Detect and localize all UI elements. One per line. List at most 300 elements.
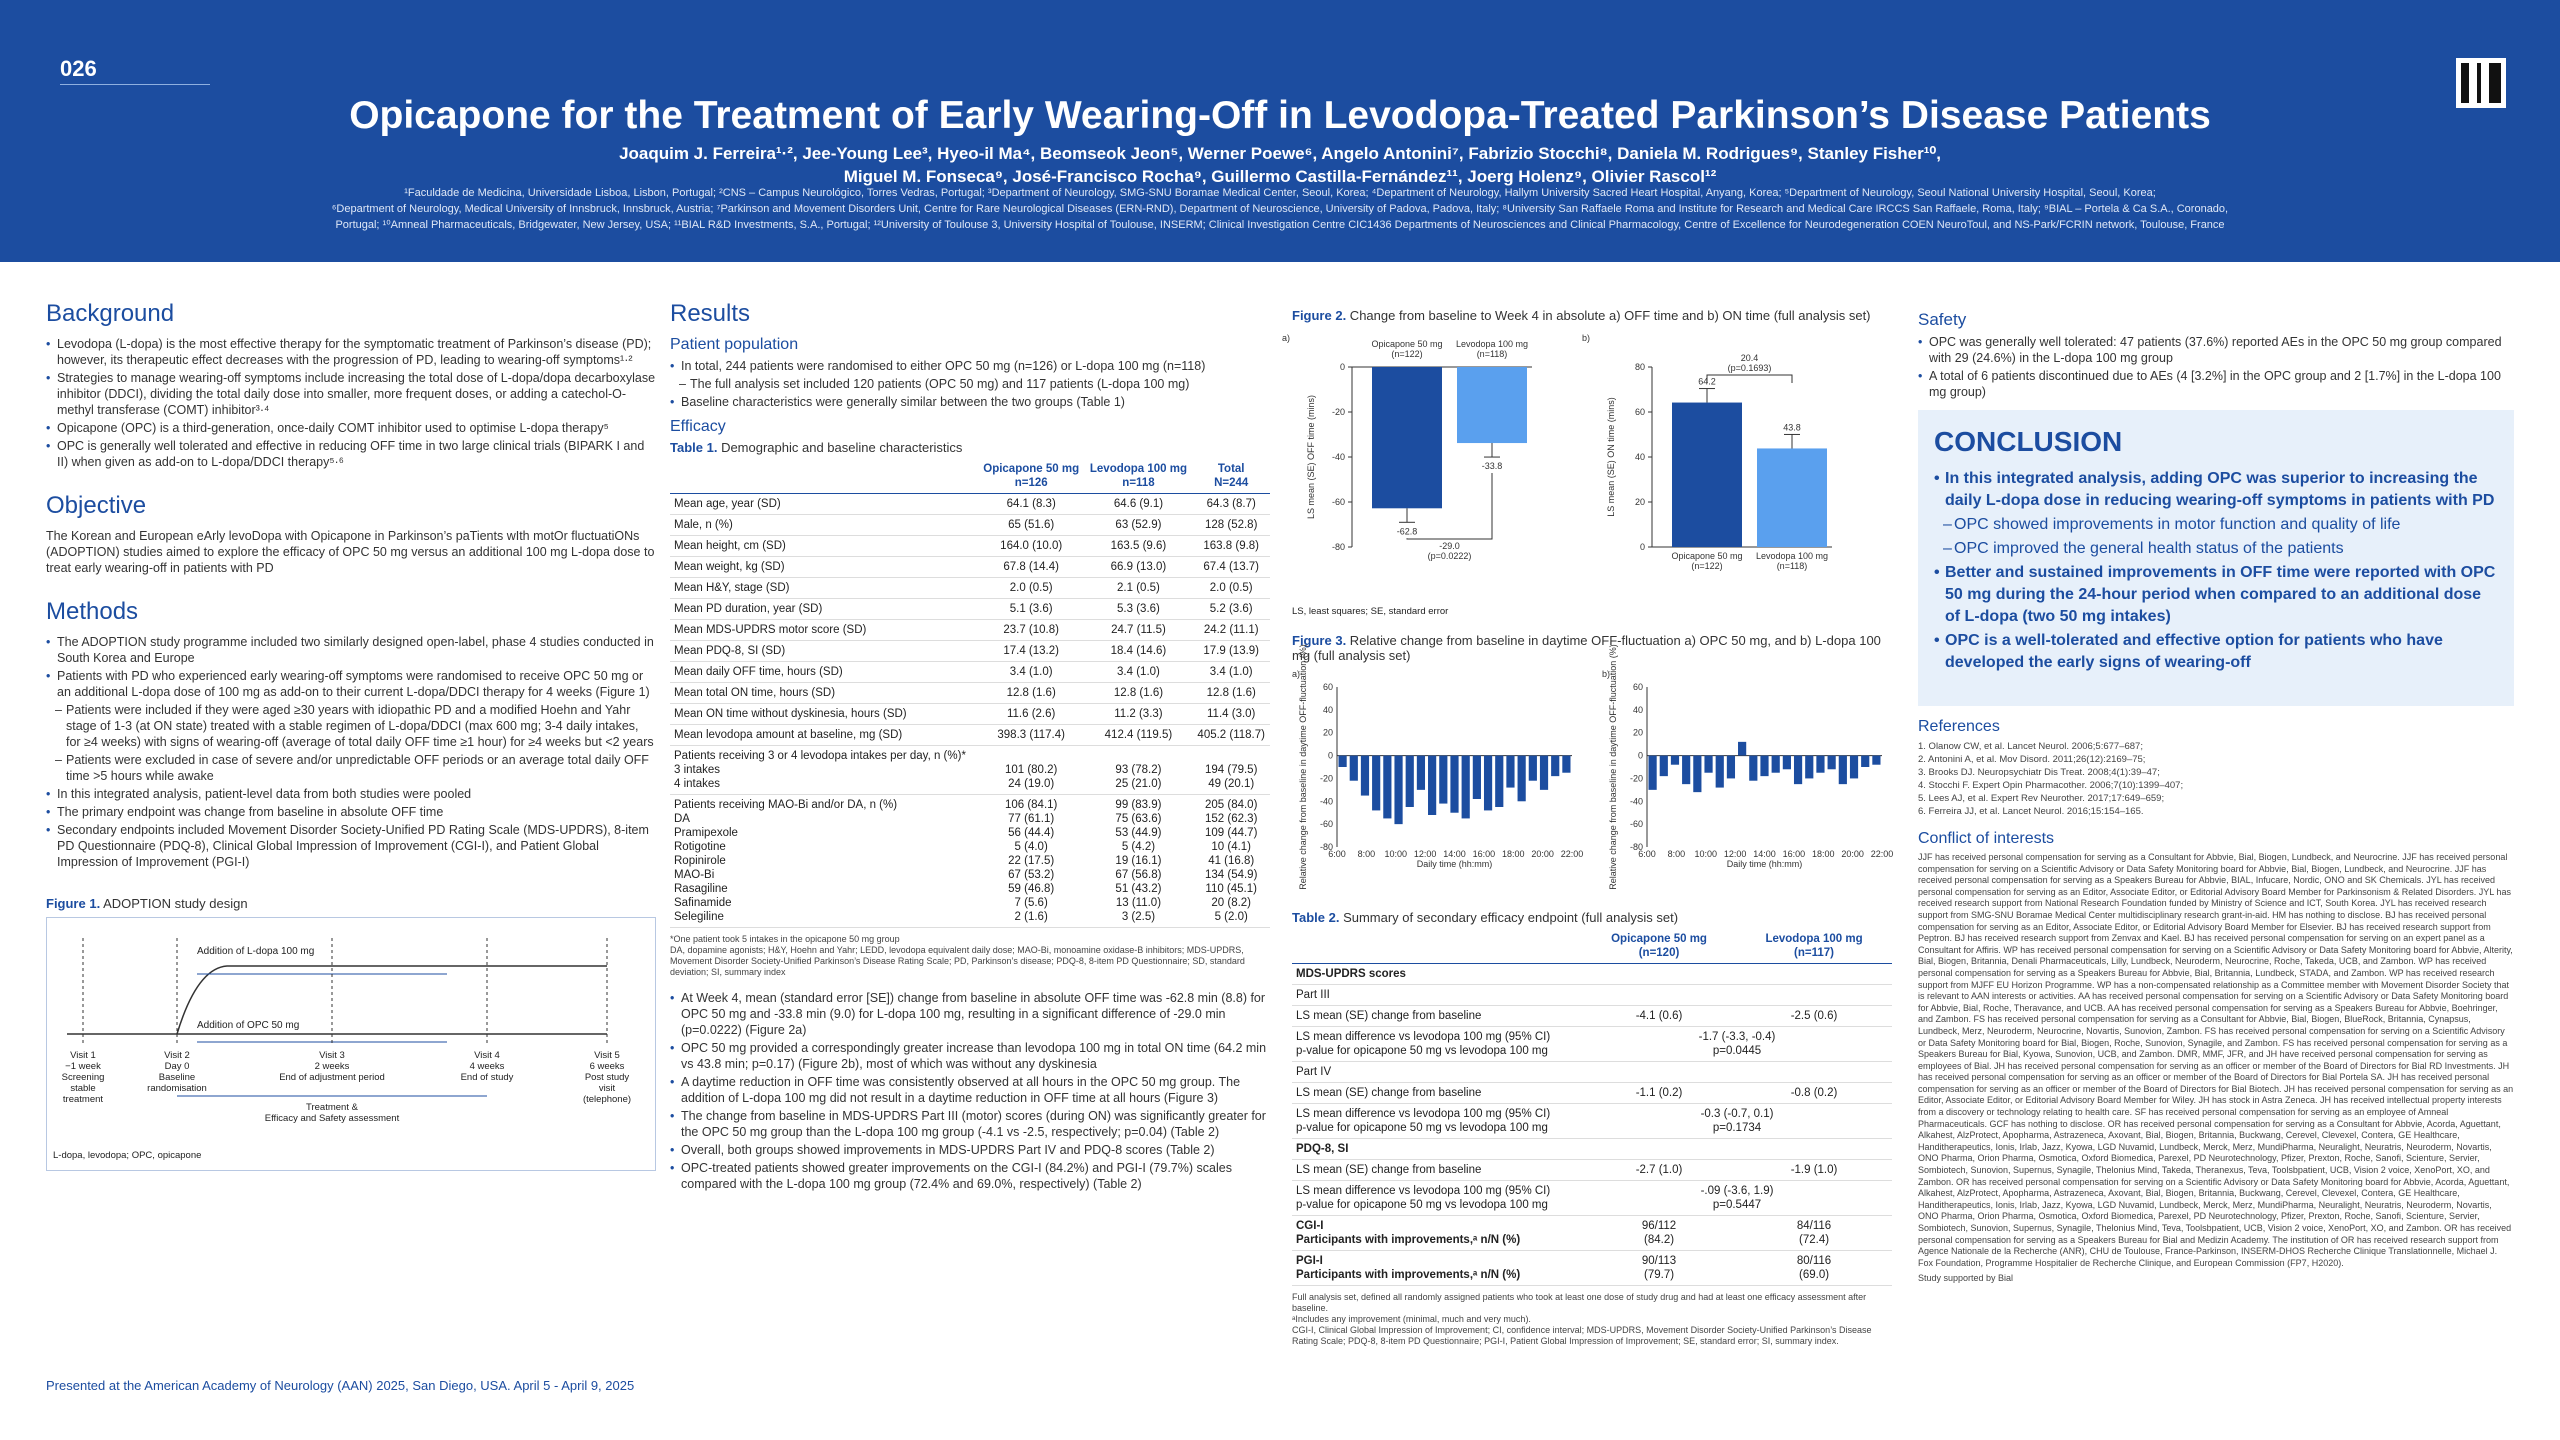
x-tick-label: 10:00 (1384, 849, 1408, 859)
table-cell: Part IV (1292, 1062, 1582, 1083)
coi-text: JJF has received personal compensation for serving as a Consultant for Abbvie, Bial, Biogen, Lundbeck, and Neurocrine. JJF has received personal compensation for serving on a Scientific Advisory or Data Safety Monitoring board for Abbvie, Bial, Biogen, Lundbeck, and Neurocrine. JJF has received personal compensation for serving as a Speakers Bureau for Abbvie, BIAL, Infucare, Nordic, ONO and SK Chemicals. JYL has received personal compensation for serving as an Editor, Associate Editor, or Editorial Advisory Board Member for Parkinsonism & Related Disorders. JYL has received research support from National Research Foundation funded by Ministry of Science and ICT, South Korea. JYL has received research support from SMG-SNU Boramae Medical Center multidisciplinary research grant-in-aid. HM has nothing to disclose. BJ has received personal compensation for serving as an Editor, Associate Editor, or Editorial Advisory Board Member for Elsevier. BJ has received research support from Peptron. BJ has received research support from Zenvax and Kael. BJ has received personal compensation for serving on an expert panel as a Consultant for Affiris. WP has received personal compensation for serving on a Scientific Advisory or Data Safety Monitoring board for Abbvie, Alterity, Bial, Biogen, Britannia, Denali Pharmaceuticals, Lilly, Lundbeck, Neuroderm, Neurocrine, Roche, Takeda, UCB, and Zambon. WP has received personal compensation for serving as a Speakers Bureau for Abbvie, Bial, Britannia, Lundbeck, STADA, and Zambon. WP has received research support from MJFF EU Horizon Programme. WP has a non-compensated relationship as a Committee member with Movement Disorder Society that is relevant to AAN interests or activities. AA has received personal compensation for serving on a Scientific Advisory or Data Safety Monitoring board for Abbvie, Bial, Roche, Theravance, and UCB. AA has received personal compensation for serving as a Speakers Bureau for Abbvie, Boehringer, and Zambon. FS has received personal compensation for serving as a Consultant for Abbvie, Bial, Biogen, BlueRock, Britannia, Cynapsus, Lundbeck, Merz, Neuroderm, Neurocrine, Novartis, Sunovion, Zambon. FS has received personal compensation for serving on a Scientific Advisory or Data Safety Monitoring board for Bial, Biogen, Roche, Sunovion, Synagile, and Zambon. FS has received personal compensation for serving as a Speakers Bureau for Bial, Kyowa, Sunovion, UCB, and Zambon. DMR, MMF, JFR, and JH have received personal compensation for serving as employees of Bial. JH has received personal compensation for serving as an officer or member of the Board of Directors for Bial RD Investments. JH has received personal compensation for serving as an officer or member of the Board of Directors for Bial Portela SA. JH has received personal compensation for serving as an officer or member of the Board of Directors for Bial Biotech. JH has received personal compensation for serving as an Editor, Associate Editor, or Editorial Advisory Board Member for Wiley. JH has stock in Astra Zeneca. JH has received intellectual property interests from a discovery or technology relating to health care. SF has received personal compensation for serving as an employee of Amneal Pharmaceuticals. GCF has nothing to disclose. OR has received personal compensation for serving as a Consultant for Abbvie, Acorda, Aguettant, Alkahest, AlzProtect, Apopharma, Astrazeneca, Axovant, Bial, Biogen, Britannia, Buckwang, Cerevel, Clevexel, Contera, GE Healthcare, Handitherapeutics, Ionis, Irlab, Jazz, Kyowa, LGD Nuvamid, Lundbeck, Merck, Merz, MundiPharma, Neuralight, Neuratris, Neuroderm, Novartis, ONO Pharma, Orion Pharma, Osmotica, Oxford Biomedica, Parexel, PD Neurotechnology, Pfizer, Prexton, Roche, Sanofi, Scienture, Servier, Sombiotech, Sunovion, Supernus, Synagile, Thelonius Mind, Takeda, Theranexus, Teva, Toolsbpatient, UCB, Vision 2 voice, XenoPort, XO, and Zambon. OR has received personal compensation for serving on a Scientific Advisory or Data Safety Monitoring board for Abbvie, Acorda, Aguettant, Alkahest, AlzProtect, Apopharma, Astrazeneca, Axovant, Bial, Biogen, Britannia, Buckwang, Cerevel, Clevexel, Contera, GE Healthcare, Handitherapeutics, Ionis, Irlab, Jazz, Kyowa, LGD Nuvamid, Lundbeck, Merck, Merz, MundiPharma, Neuralight, Neuratris, Neuroderm, Novartis, ONO Pharma, Orion Pharma, Osmotica, Oxford Biomedica, Parexel, PD Neurotechnology, Pfizer, Prexton, Roche, Sanofi, Scienture, Servier, Sombiotech, Sunovion, Supernus, Synagile, Thelonius Mind, Teva, Toolsbpatient, UCB, Vision 2 voice, XenoPort, XO, and Zambon. OR has received personal compensation for serving as a Speakers Bureau for Bial and Medizin Academy. The institution of OR has received research support from Agence Nationale de la Recherche (ANR), CHU de Toulouse, France-Parkinson, INSERM-DHOS Recherche Clinique Translationnelle, Michael J. Fox Foundation, Programme Hospitalier de Recherche Clinique, and European Commission (FP7, H2020). (1918, 852, 2514, 1268)
figure-1-study-design (46, 917, 656, 1171)
data-label: -62.8 (1396, 526, 1418, 537)
table-row (1292, 1216, 1892, 1251)
methods-list (46, 634, 656, 870)
y-tick-label: -20 (1629, 773, 1643, 784)
table-cell: 11.2 (3.3) (1084, 704, 1192, 725)
bar (1772, 756, 1780, 773)
legend-label: (n=118) (1776, 561, 1808, 571)
bar (1861, 756, 1869, 767)
table-row (1292, 1139, 1892, 1160)
x-axis-label: Daily time (hh:mm) (1416, 859, 1493, 869)
table-cell: 3.4 (1.0) (1192, 662, 1270, 683)
bar (1794, 756, 1802, 785)
panel-label: b) (1582, 333, 1591, 343)
legend-label: Opicapone 50 mg (1371, 339, 1443, 349)
table-cell: -4.1 (0.6) (1582, 1006, 1736, 1027)
y-tick-label: -80 (1319, 842, 1333, 852)
x-tick-label: 6:00 (1328, 849, 1346, 859)
safety-list (1918, 334, 2514, 400)
table-cell: -0.3 (-0.7, 0.1) p=0.1734 (1582, 1104, 1892, 1139)
table-row (670, 494, 1270, 515)
table-row (1292, 1160, 1892, 1181)
table-cell: Mean height, cm (SD) (670, 536, 978, 557)
visit-3: Visit 3 2 weeks End of adjustment period (279, 1050, 385, 1083)
table-row (670, 795, 1270, 928)
bar (1350, 756, 1358, 781)
list-item: • Opicapone (OPC) is a third-generation, once-daily COMT inhibitor used to optimise L-dopa therapy⁵ (46, 420, 656, 436)
list-item: • OPC 50 mg provided a correspondingly greater increase than levodopa 100 mg in total ON time (64.2 min vs 43.8 min; p=0.17) (Figure 2b), most of which was without any dyskinesia (670, 1040, 1270, 1072)
results-heading: Results (670, 300, 751, 327)
table-cell: 3.4 (1.0) (978, 662, 1085, 683)
reference-item: 4. Stocchi F. Expert Opin Pharmacother. 2006;7(10):1399–407; (1918, 780, 2184, 791)
list-item: • Secondary endpoints included Movement Disorder Society-Unified PD Rating Scale (MDS-UPDRS), 8-item PD Questionnaire (PDQ-8), Clinical Global Impression of Improvement (CGI-I), and Patient Global Impression of Improvement (PGI-I) (46, 822, 656, 870)
bar (1450, 756, 1458, 813)
column-header (670, 459, 978, 494)
bar (1839, 756, 1847, 785)
table-row (670, 704, 1270, 725)
table-cell: 5.1 (3.6) (978, 599, 1085, 620)
table-1 (670, 459, 1270, 928)
x-tick-label: 6:00 (1638, 849, 1656, 859)
bar (1428, 756, 1436, 815)
list-item: • OPC is a well-tolerated and effective option for patients who have developed the early signs of wearing-off (1934, 630, 2498, 674)
table-cell: MDS-UPDRS scores (1292, 964, 1582, 985)
affil-line-3: Portugal; ¹⁰Amneal Pharmaceuticals, Bridgewater, New Jersey, USA; ¹¹BIAL R&D Investments, S.A., Portugal; ¹²University of Toulouse 3, University Hospital of Toulouse, INSERM; Clinical Investigation Centre CIC1436 Departments of Neurosciences and Clinical Pharmacology, Centre of Excellence for Neurodegeneration COEN NeuroToul, and NS-Park/FCRIN network, Toulouse, France (335, 219, 2225, 231)
list-item: • Baseline characteristics were generally similar between the two groups (Table 1) (670, 394, 1270, 410)
table-cell: 12.8 (1.6) (1192, 683, 1270, 704)
list-item: • The change from baseline in MDS-UPDRS Part III (motor) scores (during ON) was significantly greater for the OPC 50 mg group than the L-dopa 100 mg group (-4.1 vs -2.5, respectively; p=0.04) (Table 2) (670, 1108, 1270, 1140)
table-1-footnote: *One patient took 5 intakes in the opicapone 50 mg group DA, dopamine agonists; H&Y, Hoehn and Yahr; LEDD, levodopa equivalent daily dose; MAO-Bi, monoamine oxidase-B inhibitors; MDS-UPDRS, Movement Disorder Society-Unified Parkinson’s Disease Rating Scale; PD, Parkinson’s disease; PDQ-8, 8-item PD Questionnaire; SD, standard deviation; SI, summary index (670, 934, 1245, 977)
figure-3-caption: Figure 3. Relative change from baseline in daytime OFF-fluctuation a) OPC 50 mg, and b) L-dopa 100 mg (full analysis set) (1292, 633, 1881, 663)
table-cell: -1.1 (0.2) (1582, 1083, 1736, 1104)
list-item: • A daytime reduction in OFF time was consistently observed at all hours in the OPC 50 mg group. The addition of L-dopa 100 mg did not result in a daytime reduction in OFF time at all hours (Figure 3) (670, 1074, 1270, 1106)
visit-2: Visit 2 Day 0 Baseline randomisation (147, 1050, 207, 1094)
table-cell: 163.8 (9.8) (1192, 536, 1270, 557)
list-item: • OPC is generally well tolerated and effective in reducing OFF time in two large clinical trials (BIPARK I and II) when given as add-on to L-dopa/DDCI therapy⁵·⁶ (46, 438, 656, 470)
table-row (1292, 1104, 1892, 1139)
x-tick-label: 22:00 (1870, 849, 1894, 859)
table-cell: 84/116 (72.4) (1736, 1216, 1892, 1251)
panel-label: b) (1602, 669, 1611, 679)
table-row (1292, 964, 1892, 985)
table-cell: 24.2 (11.1) (1192, 620, 1270, 641)
bar (1506, 756, 1514, 788)
table-header (1292, 929, 1892, 964)
affil-line-1: ¹Faculdade de Medicina, Universidade Lisboa, Lisbon, Portugal; ²CNS – Campus Neurológico, Torres Vedras, Portugal; ³Department of Neurology, SMG-SNU Boramae Medical Center, Seoul, Korea; ⁴Department of Neurology, Hallym University Sacred Heart Hospital, Anyang, Korea; ⁵Department of Neurology, Seoul National University Hospital, Seoul, Korea; (404, 187, 2156, 199)
table-cell (1736, 1139, 1892, 1160)
y-axis-label: LS mean (SE) ON time (mins) (1606, 397, 1616, 517)
table-cell: Mean weight, kg (SD) (670, 557, 978, 578)
table-cell: -2.5 (0.6) (1736, 1006, 1892, 1027)
y-tick-label: -40 (1319, 796, 1333, 807)
table-cell (1582, 985, 1736, 1006)
references-heading: References (1918, 718, 2000, 735)
bar (1439, 756, 1447, 804)
background-heading: Background (46, 300, 175, 327)
bar (1473, 756, 1481, 799)
list-item: • Patients with PD who experienced early wearing-off symptoms were randomised to receive OPC 50 mg or an additional L-dopa dose of 100 mg as add-on to their current L-dopa/DDCI therapy for 4 weeks (Figure 1) (46, 668, 656, 700)
table-cell: 64.1 (8.3) (978, 494, 1085, 515)
column-header: Opicapone 50 mg n=126 (978, 459, 1085, 494)
legend-label: (n=118) (1476, 349, 1508, 359)
table-cell: 164.0 (10.0) (978, 536, 1085, 557)
list-item: • In this integrated analysis, patient-level data from both studies were pooled (46, 786, 656, 802)
column-header: Levodopa 100 mg (n=117) (1736, 929, 1892, 964)
bar (1529, 756, 1537, 781)
table-cell (1736, 1062, 1892, 1083)
figure-1-abbreviations: L-dopa, levodopa; OPC, opicapone (53, 1150, 202, 1161)
list-item: – Patients were excluded in case of severe and/or unpredictable OFF periods or an average total daily OFF time >5 hours while awake (46, 752, 656, 784)
references-list (1918, 740, 2514, 818)
x-tick-label: 8:00 (1667, 849, 1686, 859)
list-item: – OPC improved the general health status of the patients (1934, 538, 2498, 560)
legend-label: Levodopa 100 mg (1455, 339, 1529, 349)
figure-2-panel (1582, 333, 1832, 571)
y-tick-label: 0 (1327, 750, 1333, 761)
bar (1757, 448, 1827, 547)
p-value-label: (p=0.0222) (1427, 551, 1472, 561)
table-cell: LS mean (SE) change from baseline (1292, 1006, 1582, 1027)
table-cell: Mean PDQ-8, SI (SD) (670, 641, 978, 662)
table-row (670, 725, 1270, 746)
table-cell: 67.8 (14.4) (978, 557, 1085, 578)
column-4 (1918, 310, 2514, 402)
bar (1540, 756, 1548, 790)
table-cell: LS mean (SE) change from baseline (1292, 1160, 1582, 1181)
data-label: 64.2 (1698, 376, 1716, 387)
bar (1783, 756, 1791, 770)
table-2-caption: Table 2. Summary of secondary efficacy endpoint (full analysis set) (1292, 910, 1679, 925)
table-row (1292, 1062, 1892, 1083)
bar (1693, 756, 1701, 793)
data-label: 43.8 (1783, 422, 1801, 433)
legend-label: (n=122) (1391, 349, 1423, 359)
table-row (670, 683, 1270, 704)
reference-item: 1. Olanow CW, et al. Lancet Neurol. 2006;5:677–687; (1918, 741, 2143, 752)
table-cell: 5.3 (3.6) (1084, 599, 1192, 620)
y-tick-label: 60 (1634, 407, 1645, 417)
reference-item: 3. Brooks DJ. Neuropsychiatr Dis Treat. 2008;4(1):39–47; (1918, 767, 2160, 778)
list-item: • A total of 6 patients discontinued due to AEs (4 [3.2%] in the OPC group and 2 [1.7%] in the L-dopa 100 mg group) (1918, 368, 2514, 400)
table-2-footnote: Full analysis set, defined all randomly assigned patients who took at least one dose of study drug and had at least one efficacy assessment after baseline. ᵃIncludes any improvement (minimal, much and very much). CGI-I, Clinical Global Impression of Improvement; CI, confidence interval; MDS-UPDRS, Movement Disorder Society-Unified Parkinson’s Disease Rating Scale; PDQ-8, 8-item PD Questionnaire; PGI-I, Patient Global Impression of Improvement; SE, standard error; SI, summary index. (1292, 1292, 1872, 1346)
objective-text: The Korean and European eArly levoDopa with Opicapone in Parkinson’s paTients wIth motOr fluctuatiONs (ADOPTION) studies aimed to explore the efficacy of OPC 50 mg versus an additional 100 mg L-dopa dose to treat early wearing-off in patients with PD (46, 529, 655, 575)
bar (1672, 403, 1742, 547)
table-cell: PDQ-8, SI (1292, 1139, 1582, 1160)
table-cell: Mean MDS-UPDRS motor score (SD) (670, 620, 978, 641)
table-cell: 23.7 (10.8) (978, 620, 1085, 641)
table-cell: Mean levodopa amount at baseline, mg (SD) (670, 725, 978, 746)
y-tick-label: 80 (1634, 362, 1645, 372)
y-tick-label: 0 (1339, 362, 1345, 372)
table-row (1292, 1181, 1892, 1216)
table-row (670, 515, 1270, 536)
x-tick-label: 18:00 (1811, 849, 1835, 859)
methods-heading: Methods (46, 598, 139, 625)
figure-2-caption: Figure 2. Change from baseline to Week 4 in absolute a) OFF time and b) ON time (full analysis set) (1292, 308, 1871, 323)
bar (1457, 367, 1527, 443)
table-cell: 101 (80.2) 24 (19.0) (978, 746, 1085, 795)
y-axis-label: Relative change from baseline in daytime OFF-fluctuation (%) (1298, 644, 1308, 890)
bar (1760, 756, 1768, 777)
list-item: • The ADOPTION study programme included two similarly designed open-label, phase 4 studies conducted in South Korea and Europe (46, 634, 656, 666)
bar (1417, 756, 1425, 790)
population-list (670, 358, 1270, 410)
table-row (670, 536, 1270, 557)
table-cell: Mean daily OFF time, hours (SD) (670, 662, 978, 683)
y-tick-label: 60 (1632, 682, 1643, 692)
table-1-caption: Table 1. Demographic and baseline characteristics (670, 440, 963, 455)
arm-ldopa-label: Addition of L-dopa 100 mg (197, 946, 315, 957)
table-row (1292, 1251, 1892, 1286)
table-row (670, 620, 1270, 641)
conclusion-list (1934, 468, 2498, 674)
list-item: • In this integrated analysis, adding OPC was superior to increasing the daily L-dopa dose in reducing wearing-off symptoms in patients with PD (1934, 468, 2498, 512)
x-tick-label: 12:00 (1413, 849, 1437, 859)
column-header: Total N=244 (1192, 459, 1270, 494)
visit-ticks (83, 938, 607, 1046)
legend-label: (n=122) (1691, 561, 1723, 571)
table-cell: Mean PD duration, year (SD) (670, 599, 978, 620)
list-item: • Levodopa (L-dopa) is the most effective therapy for the symptomatic treatment of Parkinson’s disease (PD); however, its therapeutic effect decreases with the progression of PD, leading to wearing-off symptoms¹·² (46, 336, 656, 368)
table-cell: PGI-I Participants with improvements,ᵃ n/N (%) (1292, 1251, 1582, 1286)
table-cell: 67.4 (13.7) (1192, 557, 1270, 578)
column-1 (46, 300, 656, 1393)
conclusion-heading: CONCLUSION (1934, 426, 2123, 457)
bar (1406, 756, 1414, 807)
table-cell: -.09 (-3.6, 1.9) p=0.5447 (1582, 1181, 1892, 1216)
column-3 (1282, 308, 1894, 1347)
table-cell: Mean ON time without dyskinesia, hours (SD) (670, 704, 978, 725)
figure-1-caption: Figure 1. ADOPTION study design (46, 896, 248, 911)
table-row (1292, 1027, 1892, 1062)
table-cell: Mean total ON time, hours (SD) (670, 683, 978, 704)
table-cell: 194 (79.5) 49 (20.1) (1192, 746, 1270, 795)
list-item: • Overall, both groups showed improvements in MDS-UPDRS Part IV and PDQ-8 scores (Table 2) (670, 1142, 1270, 1158)
y-tick-label: -60 (1629, 819, 1643, 830)
author-list (500, 142, 2060, 188)
bar (1704, 756, 1712, 773)
list-item: • In total, 244 patients were randomised to either OPC 50 mg (n=126) or L-dopa 100 mg (n=118) (670, 358, 1270, 374)
list-item: • Better and sustained improvements in OFF time were reported with OPC 50 mg during the 24-hour period when compared to an additional dose of L-dopa (two 50 mg intakes) (1934, 562, 2498, 628)
x-tick-label: 14:00 (1753, 849, 1776, 859)
table-cell: 93 (78.2) 25 (21.0) (1084, 746, 1192, 795)
list-item: • OPC was generally well tolerated: 47 patients (37.6%) reported AEs in the OPC 50 mg group compared with 29 (24.6%) in the L-dopa 100 mg group (1918, 334, 2514, 366)
y-tick-label: 0 (1639, 542, 1645, 552)
list-item: – OPC showed improvements in motor function and quality of life (1934, 514, 2498, 536)
bar (1660, 756, 1668, 777)
table-cell: 106 (84.1) 77 (61.1) 56 (44.4) 5 (4.0) 22 (17.5) 67 (53.2) 59 (46.8) 7 (5.6) 2 (1.6) (978, 795, 1085, 928)
table-cell: LS mean difference vs levodopa 100 mg (95% CI) p-value for opicapone 50 mg vs levodopa 100 mg (1292, 1181, 1582, 1216)
header-divider (60, 84, 210, 85)
y-tick-label: -80 (1629, 842, 1643, 852)
table-cell (1736, 964, 1892, 985)
x-tick-label: 12:00 (1723, 849, 1747, 859)
population-heading: Patient population (670, 336, 799, 353)
bar (1495, 756, 1503, 807)
figure-3-panel (1602, 644, 1893, 890)
table-cell (1582, 1062, 1736, 1083)
x-tick-label: 16:00 (1472, 849, 1496, 859)
table-header (670, 459, 1270, 494)
x-tick-label: 16:00 (1782, 849, 1806, 859)
table-cell: 12.8 (1.6) (978, 683, 1085, 704)
background-list (46, 336, 656, 470)
bar (1850, 756, 1858, 779)
x-tick-label: 20:00 (1841, 849, 1864, 859)
table-cell: Mean age, year (SD) (670, 494, 978, 515)
table-cell (1582, 964, 1736, 985)
y-tick-label: -60 (1331, 497, 1345, 507)
bar (1551, 756, 1559, 777)
table-cell: 405.2 (118.7) (1192, 725, 1270, 746)
y-tick-label: -20 (1331, 407, 1345, 417)
reference-item: 5. Lees AJ, et al. Expert Rev Neurother. 2017;17:649–659; (1918, 793, 2165, 804)
table-cell: LS mean (SE) change from baseline (1292, 1083, 1582, 1104)
table-cell: Patients receiving 3 or 4 levodopa intakes per day, n (%)* 3 intakes 4 intakes (670, 746, 978, 795)
column-2 (670, 300, 1270, 1194)
bar (1872, 756, 1880, 765)
table-cell: 12.8 (1.6) (1084, 683, 1192, 704)
table-cell: 18.4 (14.6) (1084, 641, 1192, 662)
arm-opc-label: Addition of OPC 50 mg (197, 1020, 300, 1031)
table-cell: -1.7 (-3.3, -0.4) p=0.0445 (1582, 1027, 1892, 1062)
affiliations (110, 185, 2450, 233)
y-tick-label: 40 (1322, 704, 1333, 715)
diff-label: 20.4 (1740, 353, 1759, 363)
diff-label: -29.0 (1439, 541, 1460, 551)
bar (1805, 756, 1813, 779)
conclusion-box (1918, 410, 2514, 706)
table-row (1292, 985, 1892, 1006)
table-cell: 90/113 (79.7) (1582, 1251, 1736, 1286)
table-cell: 163.5 (9.6) (1084, 536, 1192, 557)
objective-heading: Objective (46, 492, 147, 519)
y-tick-label: -40 (1629, 796, 1643, 807)
table-cell: 66.9 (13.0) (1084, 557, 1192, 578)
y-axis-label: LS mean (SE) OFF time (mins) (1306, 394, 1316, 520)
figure-2-chart (1282, 327, 1892, 607)
bar (1372, 756, 1380, 811)
table-cell: 5.2 (3.6) (1192, 599, 1270, 620)
x-tick-label: 8:00 (1357, 849, 1376, 859)
bar (1682, 756, 1690, 785)
table-cell: Male, n (%) (670, 515, 978, 536)
y-tick-label: -40 (1331, 452, 1345, 462)
x-tick-label: 18:00 (1501, 849, 1525, 859)
efficacy-heading: Efficacy (670, 418, 726, 435)
presented-at: Presented at the American Academy of Neurology (AAN) 2025, San Diego, USA. April 5 - April 9, 2025 (46, 1378, 635, 1393)
panel-label: a) (1282, 333, 1291, 343)
diff-bracket (1707, 375, 1792, 383)
table-row (670, 662, 1270, 683)
table-cell: 11.4 (3.0) (1192, 704, 1270, 725)
y-tick-label: -20 (1319, 773, 1333, 784)
bar (1727, 756, 1735, 779)
panel-label: a) (1292, 669, 1301, 679)
list-item: • Strategies to manage wearing-off symptoms include increasing the total dose of L-dopa/dopa decarboxylase inhibitor (DDCI), dividing the total daily dose into smaller, more frequent doses, or adding a catechol-O-methyl transferase (COMT) inhibitor³·⁴ (46, 370, 656, 418)
bar (1394, 756, 1402, 825)
table-cell: -1.9 (1.0) (1736, 1160, 1892, 1181)
table-cell: -0.8 (0.2) (1736, 1083, 1892, 1104)
table-cell: Part III (1292, 985, 1582, 1006)
legend-label: Opicapone 50 mg (1671, 551, 1743, 561)
table-cell: 3.4 (1.0) (1084, 662, 1192, 683)
x-tick-label: 14:00 (1443, 849, 1466, 859)
x-tick-label: 22:00 (1560, 849, 1584, 859)
poster-number: 026 (60, 56, 97, 81)
bar (1816, 756, 1824, 773)
affil-line-2: ⁶Department of Neurology, Medical University of Innsbruck, Innsbruck, Austria; ⁷Parkinson and Movement Disorders Unit, Centre for Rare Neurological Diseases (ERN-RND), Department of Neuroscience, University of Padova, Padova, Italy; ⁸University San Raffaele Roma and Institute for Research and Medical Care IRCCS San Raffaele, Roma, Italy; ⁹BIAL – Portela & Ca S.A., Coronado, (331, 203, 2229, 215)
treatment-label: Treatment & Efficacy and Safety assessment (264, 1102, 400, 1124)
figure-2-footnote: LS, least squares; SE, standard error (1292, 606, 1449, 617)
table-cell: 128 (52.8) (1192, 515, 1270, 536)
bar (1361, 756, 1369, 796)
y-tick-label: 20 (1632, 727, 1643, 738)
bar (1484, 756, 1492, 811)
table-cell: Patients receiving MAO-Bi and/or DA, n (%) DA Pramipexole Rotigotine Ropinirole MAO-Bi Rasagiline Safinamide Selegiline (670, 795, 978, 928)
y-tick-label: -60 (1319, 819, 1333, 830)
study-support: Study supported by Bial (1918, 1273, 2014, 1284)
y-tick-label: -80 (1331, 542, 1345, 552)
table-row (670, 557, 1270, 578)
poster-header (0, 0, 2560, 262)
y-axis-label: Relative change from baseline in daytime OFF-fluctuation (%) (1608, 644, 1618, 890)
bar (1749, 756, 1757, 781)
table-cell: 96/112 (84.2) (1582, 1216, 1736, 1251)
bar (1562, 756, 1570, 773)
table-cell: 17.4 (13.2) (978, 641, 1085, 662)
table-row (670, 578, 1270, 599)
x-tick-label: 20:00 (1531, 849, 1554, 859)
reference-item: 6. Ferreira JJ, et al. Lancet Neurol. 2016;15:154–165. (1918, 806, 2144, 817)
column-header: Opicapone 50 mg (n=120) (1582, 929, 1736, 964)
safety-heading: Safety (1918, 310, 1967, 329)
column-4-lower (1918, 718, 2514, 1285)
table-cell: 2.1 (0.5) (1084, 578, 1192, 599)
list-item: – Patients were included if they were aged ≥30 years with idiopathic PD and a modified Hoehn and Yahr stage of 1-3 (at ON state) treated with a stable regimen of L-dopa/DDCI (max 600 mg; 3-4 daily intakes, for ≥4 weeks) with signs of wearing-off (average of total daily OFF time ≥1 hour) for ≥4 weeks but <2 years (46, 702, 656, 750)
visit-4: Visit 4 4 weeks End of study (460, 1050, 514, 1083)
table-cell: 64.3 (8.7) (1192, 494, 1270, 515)
list-item: • The primary endpoint was change from baseline in absolute OFF time (46, 804, 656, 820)
list-item: • At Week 4, mean (standard error [SE]) change from baseline in absolute OFF time was -62.8 min (8.8) for OPC 50 mg and -33.8 min (9.0) for L-dopa 100 mg, resulting in a significant difference of -29.0 min (p=0.0222) (Figure 2a) (670, 990, 1270, 1038)
table-cell: 11.6 (2.6) (978, 704, 1085, 725)
table-cell: 398.3 (117.4) (978, 725, 1085, 746)
y-tick-label: 40 (1632, 704, 1643, 715)
list-item: – The full analysis set included 120 patients (OPC 50 mg) and 117 patients (L-dopa 100 mg) (670, 376, 1270, 392)
p-value-label: (p=0.1693) (1727, 363, 1772, 373)
table-cell: 64.6 (9.1) (1084, 494, 1192, 515)
table-cell: 80/116 (69.0) (1736, 1251, 1892, 1286)
table-2 (1292, 929, 1892, 1286)
y-tick-label: 60 (1322, 682, 1333, 692)
study-design-diagram (47, 918, 655, 1170)
legend-label: Levodopa 100 mg (1755, 551, 1829, 561)
poster-title: Opicapone for the Treatment of Early Wearing-Off in Levodopa-Treated Parkinson’s Disease Patients (349, 94, 2211, 137)
table-cell: LS mean difference vs levodopa 100 mg (95% CI) p-value for opicapone 50 mg vs levodopa 100 mg (1292, 1027, 1582, 1062)
column-header: Levodopa 100 mg n=118 (1084, 459, 1192, 494)
table-cell: 24.7 (11.5) (1084, 620, 1192, 641)
column-header (1292, 929, 1582, 964)
bar (1649, 756, 1657, 790)
efficacy-list (670, 990, 1270, 1192)
bar (1339, 756, 1347, 767)
table-row (1292, 1006, 1892, 1027)
table-cell: 99 (83.9) 75 (63.6) 53 (44.9) 5 (4.2) 19 (16.1) 67 (56.8) 51 (43.2) 13 (11.0) 3 (2.5) (1084, 795, 1192, 928)
visit-1: Visit 1 −1 week Screening stable treatment (61, 1050, 105, 1105)
table-row (1292, 1083, 1892, 1104)
